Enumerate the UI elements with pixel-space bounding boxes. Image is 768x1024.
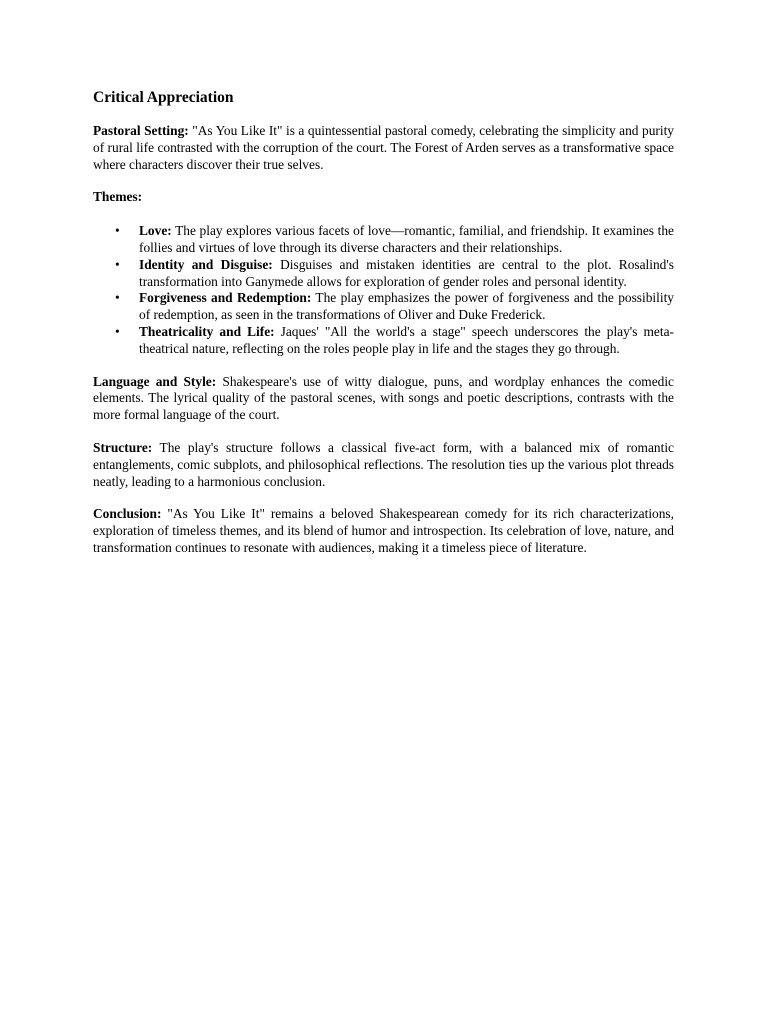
conclusion-text: "As You Like It" remains a beloved Shakespearean comedy for its rich characterizations, exploration of timeless themes, and its blend of humor and introspection. Its celebration of love, nature, and transformation continues to resonate with audiences, making it a timeless piece of literature. xyxy=(93,506,674,555)
conclusion-heading: Conclusion: xyxy=(93,506,162,522)
language-style-paragraph xyxy=(93,374,674,424)
theme-text: The play explores various facets of love—romantic, familial, and friendship. It examines the follies and virtues of love through its diverse characters and their relationships. xyxy=(139,223,674,255)
pastoral-setting-heading: Pastoral Setting: xyxy=(93,123,189,138)
conclusion-paragraph xyxy=(93,506,674,556)
themes-heading: Themes: xyxy=(93,189,143,205)
theme-heading: Love: xyxy=(139,223,172,239)
themes-list xyxy=(93,223,674,357)
theme-text: Jaques' "All the world's a stage" speech underscores the play's meta-theatrical nature, reflecting on the roles people play in life and the stages they go through. xyxy=(139,323,674,356)
structure-heading: Structure: xyxy=(93,439,153,455)
language-style-text: Shakespeare's use of witty dialogue, puns, and wordplay enhances the comedic elements. The lyrical quality of the pastoral scenes, with songs and poetic descriptions, contrasts with the more formal language of the court. xyxy=(93,373,674,423)
structure-paragraph xyxy=(93,440,674,490)
bullet-icon: • xyxy=(115,323,120,339)
theme-heading: Theatricality and Life: xyxy=(139,323,275,339)
theme-heading: Forgiveness and Redemption: xyxy=(139,290,312,306)
bullet-icon: • xyxy=(115,256,120,272)
theme-text: Disguises and mistaken identities are central to the plot. Rosalind's transformation into Ganymede allows for exploration of gender roles and personal identity. xyxy=(139,256,674,289)
theme-text: The play emphasizes the power of forgiveness and the possibility of redemption, as seen in the transformations of Oliver and Duke Frederick. xyxy=(139,290,675,323)
page-title: Critical Appreciation xyxy=(93,89,234,106)
pastoral-setting-text: "As You Like It" is a quintessential pastoral comedy, celebrating the simplicity and purity of rural life contrasted with the corruption of the court. The Forest of Arden serves as a transformative space where characters discover their true selves. xyxy=(93,123,674,172)
bullet-icon: • xyxy=(115,290,120,306)
pastoral-setting-paragraph xyxy=(93,123,674,173)
list-item xyxy=(93,324,674,358)
bullet-icon: • xyxy=(115,223,120,239)
document-page xyxy=(93,88,674,573)
list-item xyxy=(93,290,674,324)
language-style-heading: Language and Style: xyxy=(93,373,217,389)
theme-heading: Identity and Disguise: xyxy=(139,256,273,272)
structure-text: The play's structure follows a classical five-act form, with a balanced mix of romantic entanglements, comic subplots, and philosophical reflections. The resolution ties up the various plot threads neatly, leading to a harmonious conclusion. xyxy=(93,439,674,489)
list-item xyxy=(93,257,674,291)
list-item xyxy=(93,223,674,257)
